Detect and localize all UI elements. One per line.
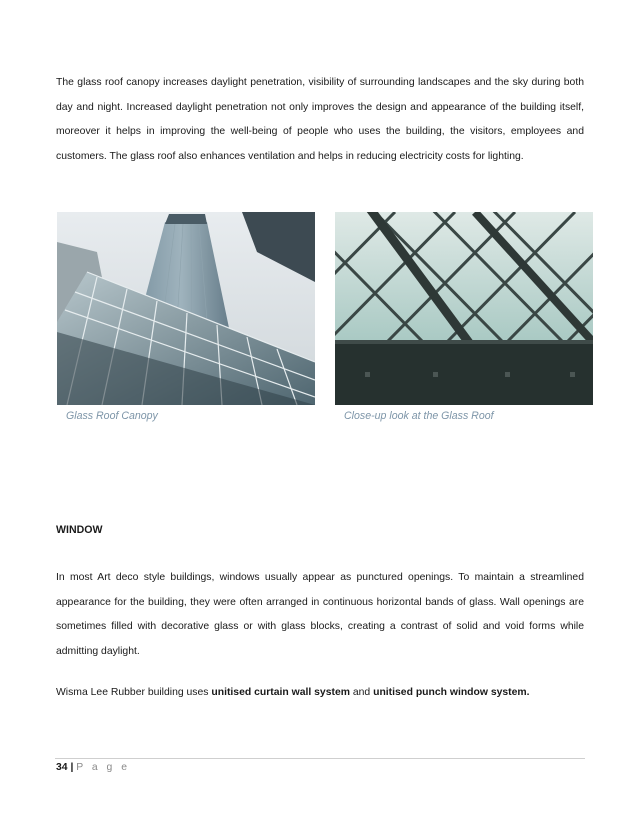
figure-caption-canopy: Glass Roof Canopy bbox=[66, 410, 158, 422]
page-footer bbox=[56, 762, 130, 773]
figure-caption-closeup: Close-up look at the Glass Roof bbox=[344, 410, 494, 422]
systems-sentence-prefix: Wisma Lee Rubber building uses bbox=[56, 687, 212, 698]
intro-paragraph: The glass roof canopy increases daylight penetration, visibility of surrounding landscapes and the sky during both day and night. Increased daylight penetration not only improves the design and appearance of the building itself, moreover it helps in improving the well-being of people who uses the building, the visitors, employees and customers. The glass roof also enhances ventilation and helps in reducing electricity costs for lighting. bbox=[56, 77, 584, 162]
curtain-wall-system-term: unitised curtain wall system bbox=[211, 687, 350, 698]
page-number: 34 bbox=[56, 762, 68, 773]
page-label: P a g e bbox=[76, 762, 130, 773]
window-paragraph: In most Art deco style buildings, windows usually appear as punctured openings. To maintain a streamlined appearance for the building, they were often arranged in continuous horizontal bands of glass. Wall openings are sometimes filled with decorative glass or with glass blocks, creating a contrast of solid and void forms while admitting daylight. bbox=[56, 572, 584, 657]
punch-window-system-term: unitised punch window system. bbox=[373, 687, 530, 698]
glass-roof-canopy-photo bbox=[57, 212, 315, 405]
systems-sentence-connector: and bbox=[349, 687, 374, 698]
footer-divider bbox=[55, 758, 585, 759]
systems-sentence bbox=[56, 681, 584, 706]
glass-roof-closeup-photo bbox=[335, 212, 593, 405]
footer-separator: | bbox=[67, 762, 77, 773]
section-heading-window: WINDOW bbox=[56, 524, 103, 536]
